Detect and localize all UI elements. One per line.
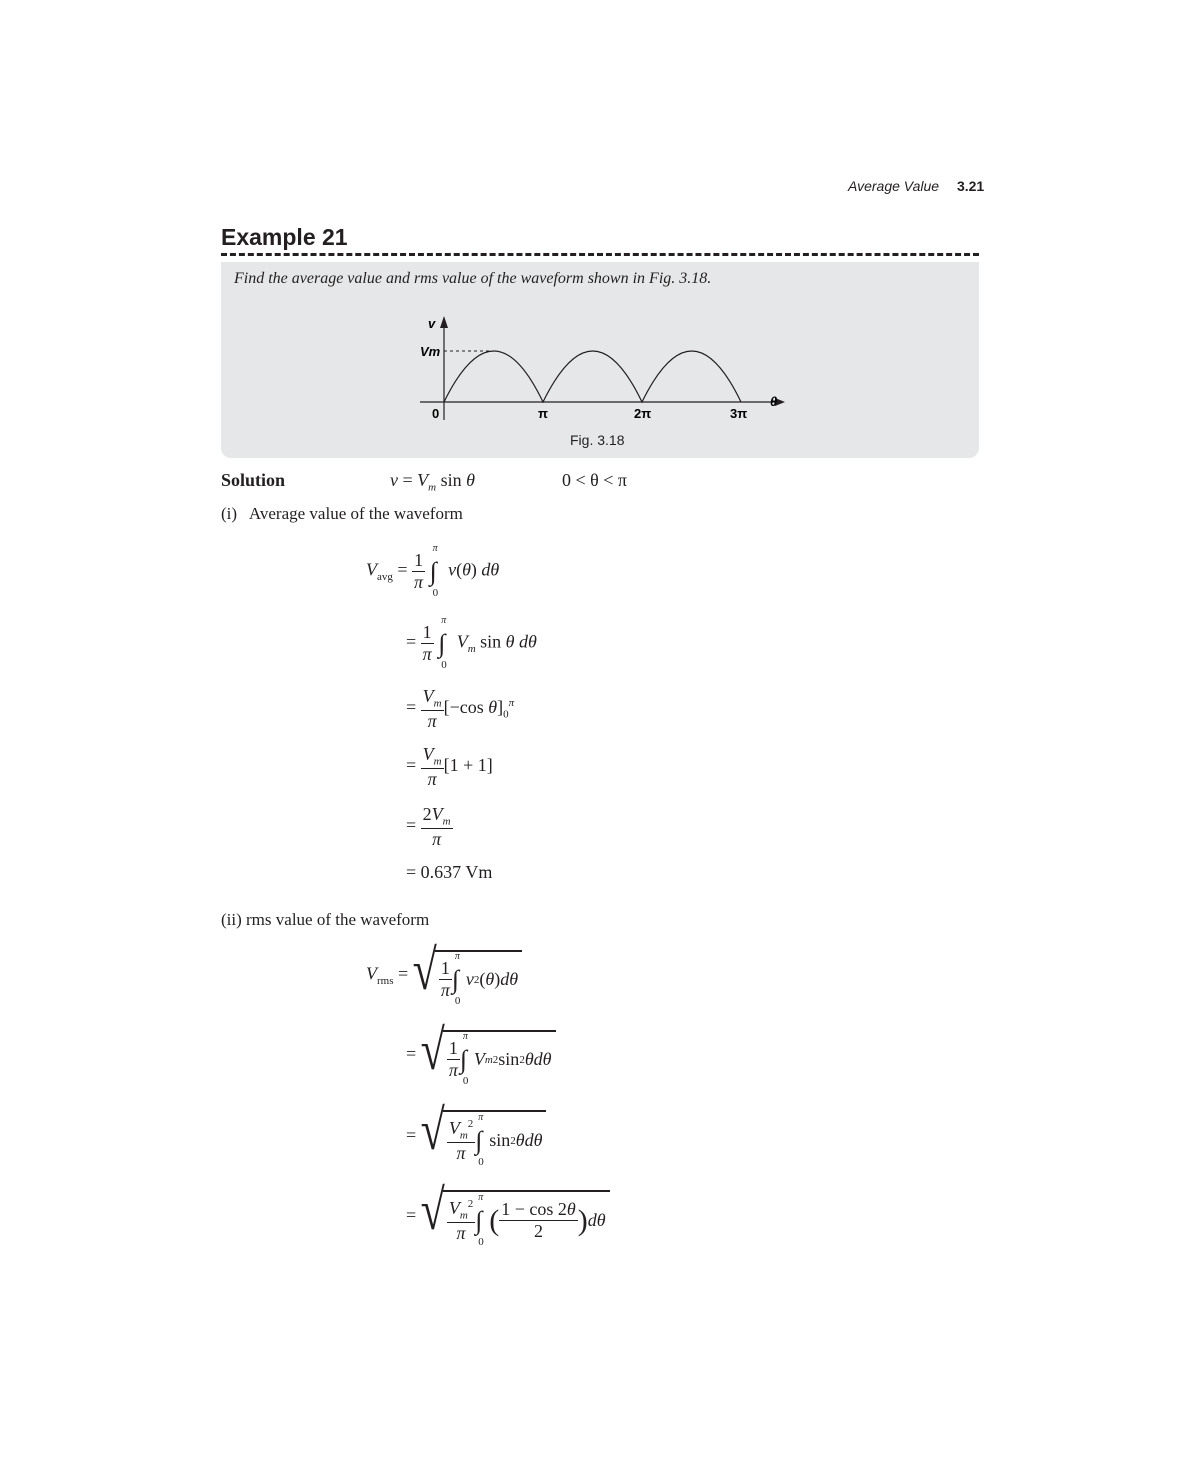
y-axis-arrow	[440, 316, 448, 328]
rms-step-2: = √ $\frac{1}{\pi}$ ∫ π 0 V m 2 sin 2 θ dθ	[406, 1030, 556, 1081]
solution-label: Solution	[221, 470, 286, 490]
tick-2pi: 2π	[634, 406, 652, 421]
avg-step-1: $V_{avg}$ = $\frac{1}{\pi}$ ∫ π 0 v(θ) dθ	[366, 542, 500, 599]
waveform-figure	[400, 310, 800, 430]
title-divider	[221, 253, 979, 256]
page-number: 3.21	[956, 178, 985, 194]
avg-step-3: = $\frac{V_m}{\pi}$ [−cos $\theta]_0^\pi$	[406, 686, 515, 731]
rms-step-1: $V_{rms}$ = √ $\frac{1}{\pi}$ ∫ π 0 v 2 ( θ ) dθ	[366, 950, 522, 1001]
peak-label: Vm	[420, 344, 441, 359]
avg-step-4: = $\frac{V_m}{\pi}$ [1 + 1]	[406, 744, 493, 789]
part1-heading: (i) Average value of the waveform	[221, 504, 463, 523]
x-label: θ	[770, 394, 778, 409]
avg-step-5: = $\frac{2V_m}{\pi}$	[406, 804, 451, 849]
problem-statement: Find the average value and rms value of the waveform shown in Fig. 3.18.	[234, 270, 712, 287]
part2-heading: (ii) rms value of the waveform	[221, 910, 430, 929]
tick-pi: π	[538, 406, 548, 421]
range-condition: 0 < θ < π	[562, 470, 628, 490]
section-title: Average Value	[848, 178, 940, 194]
tick-3pi: 3π	[730, 406, 748, 421]
waveform-equation: $v = V_m$ sin θ	[390, 470, 475, 494]
rms-step-3: = √ $\frac{V_m^2}{\pi}$ ∫ π 0 sin 2 θ dθ	[406, 1110, 546, 1164]
running-header	[848, 178, 984, 194]
y-label: v	[428, 316, 436, 331]
tick-0: 0	[432, 406, 440, 421]
figure-caption: Fig. 3.18	[570, 432, 625, 448]
avg-final: = 0.637 Vm	[406, 862, 493, 882]
example-title: Example 21	[221, 224, 348, 250]
rms-step-4: = √ $\frac{V_m^2}{\pi}$ ∫ π 0 ( $\frac{1 - \cos 2\theta}{2}$ ) dθ	[406, 1190, 610, 1244]
avg-step-2: = $\frac{1}{\pi}$ ∫ π 0 $V_m$ sin θ dθ	[406, 614, 537, 671]
rectified-sine-wave	[444, 351, 741, 402]
